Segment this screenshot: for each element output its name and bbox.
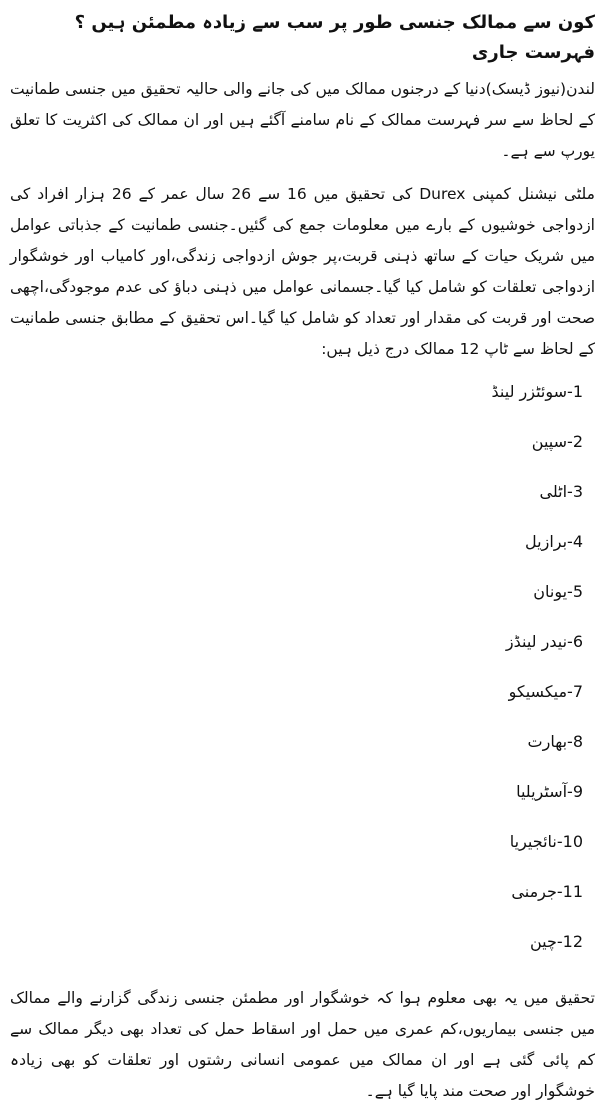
country-name: یونان — [533, 582, 568, 601]
rank-number: -4 — [567, 532, 583, 551]
country-name: برازیل — [525, 532, 568, 551]
study-paragraph: ملٹی نیشنل کمپنی Durex کی تحقیق میں 16 سے 26 سال عمر کے 26 ہزار افراد کی ازدواجی خوشیوں کے بارے میں معلومات جمع کی گئیں۔جنسی طمانیت کے جذباتی عوامل میں شریک حیات کے ساتھ ذہنی قربت،پر جوش ازدواجی زندگی،اور کامیاب اور خوشگوار ازدواجی تعلقات کو شامل کیا گیا۔جسمانی عوامل میں ذہنی دباؤ کی عدم موجودگی،اچھی صحت اور قربت کی مقدار اور تعداد کو شامل کیا گیا۔اس تحقیق کے مطابق جنسی طمانیت کے لحاظ سے ٹاپ 12 ممالک درج ذیل ہیں: — [10, 185, 595, 358]
rank-number: -10 — [556, 832, 583, 851]
country-name: میکسیکو — [508, 682, 568, 701]
list-item — [10, 477, 583, 527]
list-item — [10, 527, 583, 577]
rank-number: -2 — [567, 432, 583, 451]
country-name: سپین — [531, 432, 568, 451]
list-item — [10, 727, 583, 777]
rank-number: -12 — [556, 932, 583, 951]
country-name: اٹلی — [539, 482, 568, 501]
list-item — [10, 927, 583, 977]
rank-number: -5 — [567, 582, 583, 601]
rank-number: -1 — [567, 382, 583, 401]
rank-number: -3 — [567, 482, 583, 501]
list-item — [10, 777, 583, 827]
country-name: نائجیریا — [509, 832, 557, 851]
country-name: جرمنی — [511, 882, 557, 901]
list-item — [10, 627, 583, 677]
list-item — [10, 677, 583, 727]
country-name: چین — [529, 932, 557, 951]
country-name: بھارت — [527, 732, 568, 751]
rank-number: -11 — [556, 882, 583, 901]
intro-paragraph: لندن(نیوز ڈیسک)دنیا کے درجنوں ممالک میں کی جانے والی حالیہ تحقیق میں جنسی طمانیت کے لحاظ سے سر فہرست ممالک کے نام سامنے آگئے ہیں اور ان ممالک کی اکثریت کا تعلق یورپ سے ہے۔ — [10, 80, 595, 160]
country-list — [10, 377, 595, 977]
list-item — [10, 427, 583, 477]
rank-number: -7 — [567, 682, 583, 701]
article-headline: کون سے ممالک جنسی طور پر سب سے زیادہ مطمئن ہیں ؟فہرست جاری — [74, 12, 595, 63]
country-name: آسٹریلیا — [516, 782, 568, 801]
rank-number: -9 — [567, 782, 583, 801]
rank-number: -8 — [567, 732, 583, 751]
list-item — [10, 877, 583, 927]
country-name: نیدر لینڈز — [505, 632, 568, 651]
closing-paragraph: تحقیق میں یہ بھی معلوم ہوا کہ خوشگوار اور مطمئن جنسی زندگی گزارنے والے ممالک میں جنسی بیماریوں،کم عمری میں حمل اور اسقاط حمل کی تعداد بھی دیگر ممالک سے کم پائی گئی ہے اور ان ممالک میں عمومی انسانی رشتوں اور تعلقات کو بھی زیادہ خوشگوار اور صحت مند پایا گیا ہے۔ — [10, 989, 595, 1100]
list-item — [10, 377, 583, 427]
list-item — [10, 827, 583, 877]
list-item — [10, 577, 583, 627]
rank-number: -6 — [567, 632, 583, 651]
country-name: سوئٹزر لینڈ — [491, 382, 568, 401]
